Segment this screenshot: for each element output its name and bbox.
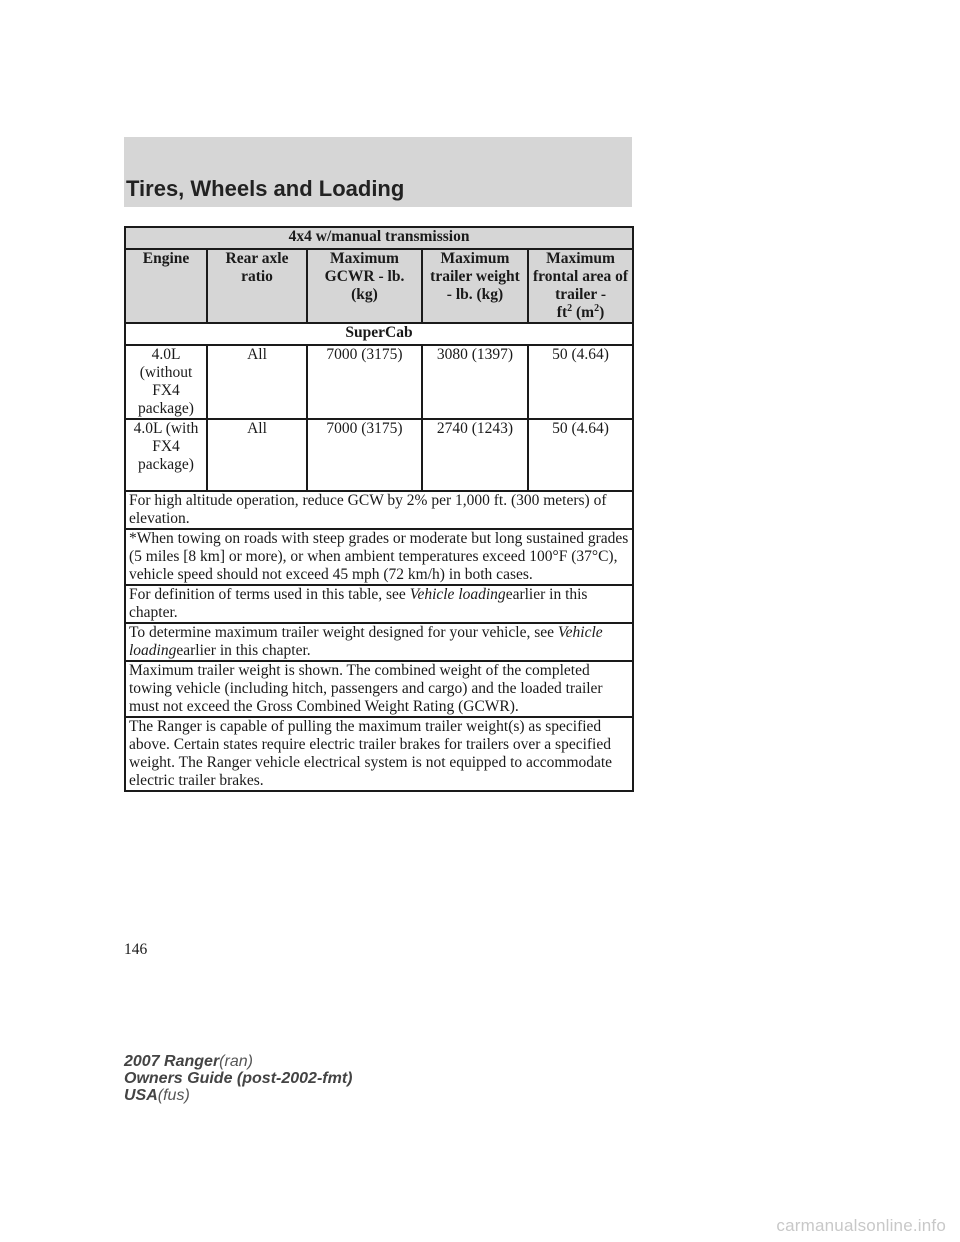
column-header-engine: Engine	[125, 249, 207, 323]
note-determine-tail: earlier in this chapter.	[176, 642, 311, 659]
footer-model-code: (ran)	[219, 1053, 253, 1070]
footer-model: 2007 Ranger	[124, 1053, 220, 1070]
footer-guide: Owners Guide (post-2002-fmt)	[124, 1070, 353, 1087]
cell-max-gcwr: 7000 (3175)	[307, 419, 422, 491]
table-caption-row	[125, 227, 633, 249]
note-row	[125, 585, 633, 623]
cell-max-trailer-weight: 3080 (1397)	[422, 345, 528, 419]
note-row	[125, 623, 633, 661]
footer-line-market	[124, 1087, 352, 1104]
note-definition-terms	[125, 585, 633, 623]
frontal-area-unit-ft: ft	[556, 304, 568, 321]
watermark: carmanualsonline.info	[776, 1216, 946, 1235]
note-steep-grades: *When towing on roads with steep grades or moderate but long sustained grades (5 miles [8 km] or more), or when ambient temperatures exceed 100°F (37°C), vehicle speed should not exceed 45 mph (72 km/h) in both cases.	[125, 529, 633, 585]
vehicle-loading-reference: Vehicle loading	[129, 624, 603, 659]
cell-rear-axle-ratio: All	[207, 345, 307, 419]
table-group-row	[125, 323, 633, 345]
frontal-area-label: Maximum frontal area of trailer -	[533, 250, 629, 303]
note-high-altitude: For high altitude operation, reduce GCW by 2% per 1,000 ft. (300 meters) of elevation.	[125, 491, 633, 529]
note-determine-text: To determine maximum trailer weight designed for your vehicle, see	[129, 624, 558, 641]
footer-line-guide	[124, 1070, 352, 1087]
note-max-trailer-shown: Maximum trailer weight is shown. The combined weight of the completed towing vehicle (including hitch, passengers and cargo) and the loaded trailer must not exceed the Gross Combined Weight Rating (GCWR).	[125, 661, 633, 717]
footer-market-code: (fus)	[157, 1087, 190, 1104]
frontal-area-unit-m: (m	[576, 304, 595, 321]
group-label-supercab: SuperCab	[125, 323, 633, 345]
column-header-max-frontal-area	[528, 249, 633, 323]
note-ranger-capability: The Ranger is capable of pulling the maximum trailer weight(s) as specified above. Certain states require electric trailer brakes for trailers over a specified weight. The Ranger vehicle electrical system is not equipped to accommodate electric trailer brakes.	[125, 717, 633, 791]
frontal-area-exponent: 2	[567, 302, 573, 314]
table-header-row	[125, 249, 633, 323]
section-title: Tires, Wheels and Loading	[126, 176, 405, 201]
note-row	[125, 491, 633, 529]
table-row	[125, 419, 633, 491]
footer-market: USA	[124, 1087, 158, 1104]
cell-rear-axle-ratio: All	[207, 419, 307, 491]
column-header-max-trailer-weight: Maximum trailer weight - lb. (kg)	[422, 249, 528, 323]
frontal-area-exponent-m: 2	[594, 302, 600, 314]
document-footer	[124, 1053, 352, 1104]
note-row	[125, 661, 633, 717]
trailer-towing-table	[124, 226, 634, 792]
cell-engine: 4.0L (with FX4 package)	[125, 419, 207, 491]
note-definition-text: For definition of terms used in this table, see	[129, 586, 410, 603]
note-row	[125, 717, 633, 791]
note-row	[125, 529, 633, 585]
footer-line-model	[124, 1053, 352, 1070]
note-definition-tail: earlier in this chapter.	[129, 586, 588, 621]
table-caption: 4x4 w/manual transmission	[125, 227, 633, 249]
column-header-rear-axle-ratio: Rear axle ratio	[207, 249, 307, 323]
cell-engine: 4.0L (without FX4 package)	[125, 345, 207, 419]
cell-max-frontal-area: 50 (4.64)	[528, 345, 633, 419]
vehicle-loading-reference: Vehicle loading	[409, 586, 506, 603]
cell-max-gcwr: 7000 (3175)	[307, 345, 422, 419]
cell-max-frontal-area: 50 (4.64)	[528, 419, 633, 491]
table-row	[125, 345, 633, 419]
note-determine-weight	[125, 623, 633, 661]
cell-max-trailer-weight: 2740 (1243)	[422, 419, 528, 491]
column-header-max-gcwr: Maximum GCWR - lb. (kg)	[307, 249, 422, 323]
page-number: 146	[124, 941, 148, 958]
frontal-area-close-paren: )	[599, 304, 605, 321]
